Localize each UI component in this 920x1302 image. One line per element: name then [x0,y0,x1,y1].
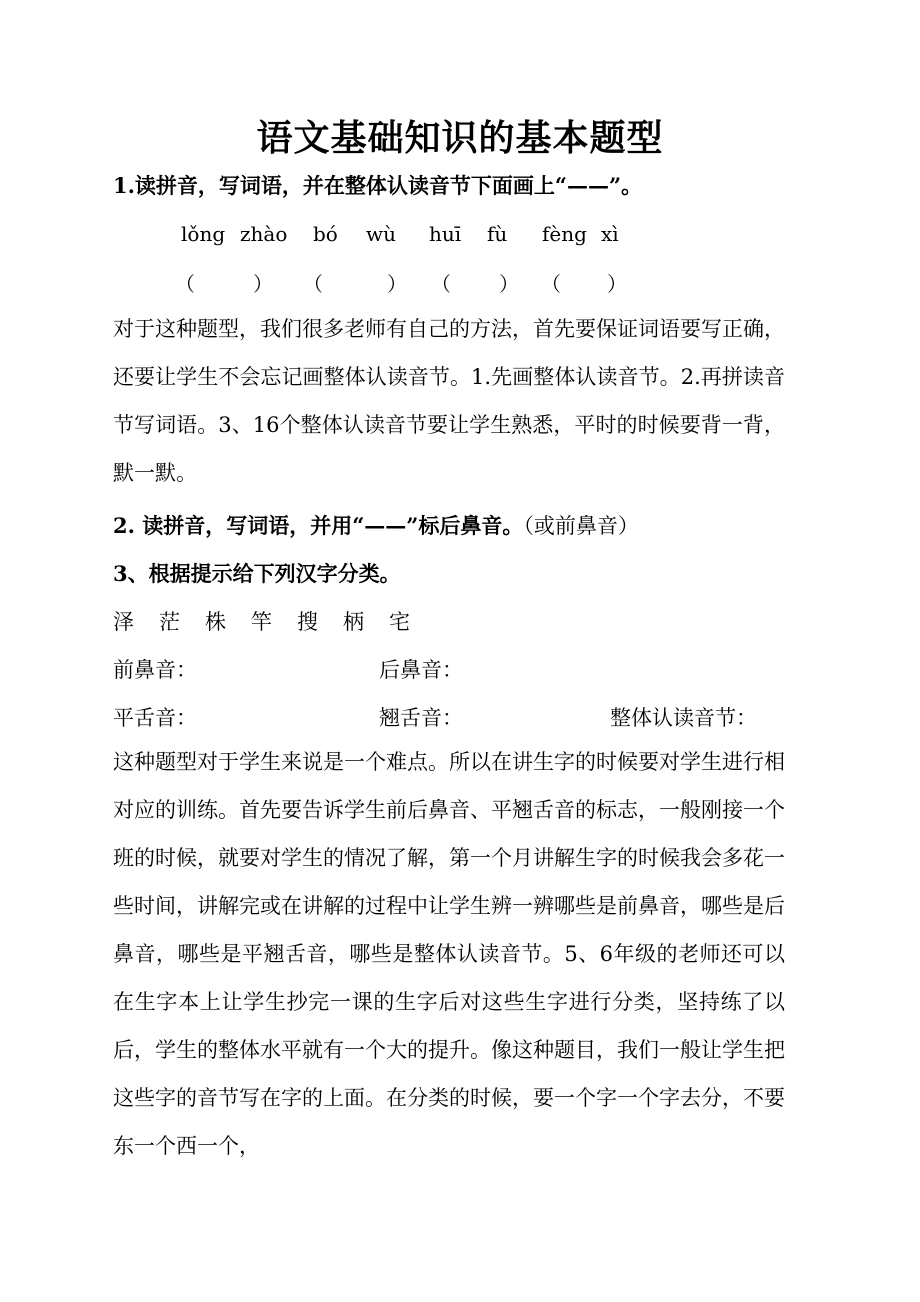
question-3-explanation: 这种题型对于学生来说是一个难点。所以在讲生字的时候要对学生进行相对应的训练。首先要告诉学生前后鼻音、平翘舌音的标志，一般刚接一个班的时候，就要对学生的情况了解，第一个月讲解生字的时候我会多花一些时间，讲解完或在讲解的过程中让学生辨一辨哪些是前鼻音，哪些是后鼻音，哪些是平翘舌音，哪些是整体认读音节。5、6年级的老师还可以在生字本上让学生抄完一课的生字后对这些生字进行分类，坚持练了以后，学生的整体水平就有一个大的提升。像这种题目，我们一般让学生把这些字的音节写在字的上面。在分类的时候，要一个字一个字去分，不要东一个西一个， [113,750,785,1158]
paren-close-1: ） [253,272,273,296]
question-1-explanation: 对于这种题型，我们很多老师有自己的方法，首先要保证词语要写正确，还要让学生不会忘记画整体认读音节。1.先画整体认读音节。2.再拼读音节写词语。3、16个整体认读音节要让学生熟悉，平时的时候要背一背，默一默。 [113,317,785,485]
paren-close-2: ） [387,272,407,296]
pinyin-3: bó [313,222,338,246]
pinyin-4: wù [366,222,396,246]
character-5: 搜 [297,610,318,634]
retroflex-label: 翘舌音： [379,706,463,730]
pinyin-5: huī [429,222,462,246]
paren-close-4: ） [607,272,627,296]
character-1: 泽 [113,610,134,634]
pinyin-6: fù [487,222,508,246]
answer-parens-row [113,268,813,298]
pinyin-2: zhào [240,222,288,246]
question-3-prompt: 3、根据提示给下列汉字分类。 [113,561,401,586]
pinyin-8: xì [601,222,619,246]
question-2-note: （或前鼻音） [523,514,639,538]
character-3: 株 [205,610,226,634]
pinyin-row [113,222,813,252]
paren-open-1: （ [175,272,195,296]
paren-open-4: （ [541,272,561,296]
paren-open-3: （ [431,272,451,296]
front-nasal-label: 前鼻音： [113,658,197,682]
flat-tongue-label: 平舌音： [113,706,197,730]
question-2-prompt: 2. 读拼音，写词语，并用“——”标后鼻音。 [113,513,524,538]
character-list [113,606,813,636]
character-2: 茫 [159,610,180,634]
page-title: 语文基础知识的基本题型 [256,117,664,159]
paren-close-3: ） [499,272,519,296]
character-6: 柄 [343,610,364,634]
pinyin-7: fèng [542,222,587,246]
question-1-prompt: 1.读拼音，写词语，并在整体认读音节下面画上“——”。 [113,173,643,198]
nasal-labels-row [113,654,813,684]
question-2-line [113,510,813,540]
paren-open-2: （ [303,272,323,296]
character-7: 宅 [389,610,410,634]
tongue-labels-row [113,702,813,732]
character-4: 竿 [251,610,272,634]
pinyin-1: lǒng [181,222,226,246]
back-nasal-label: 后鼻音： [379,658,463,682]
whole-syllable-label: 整体认读音节： [610,706,757,730]
